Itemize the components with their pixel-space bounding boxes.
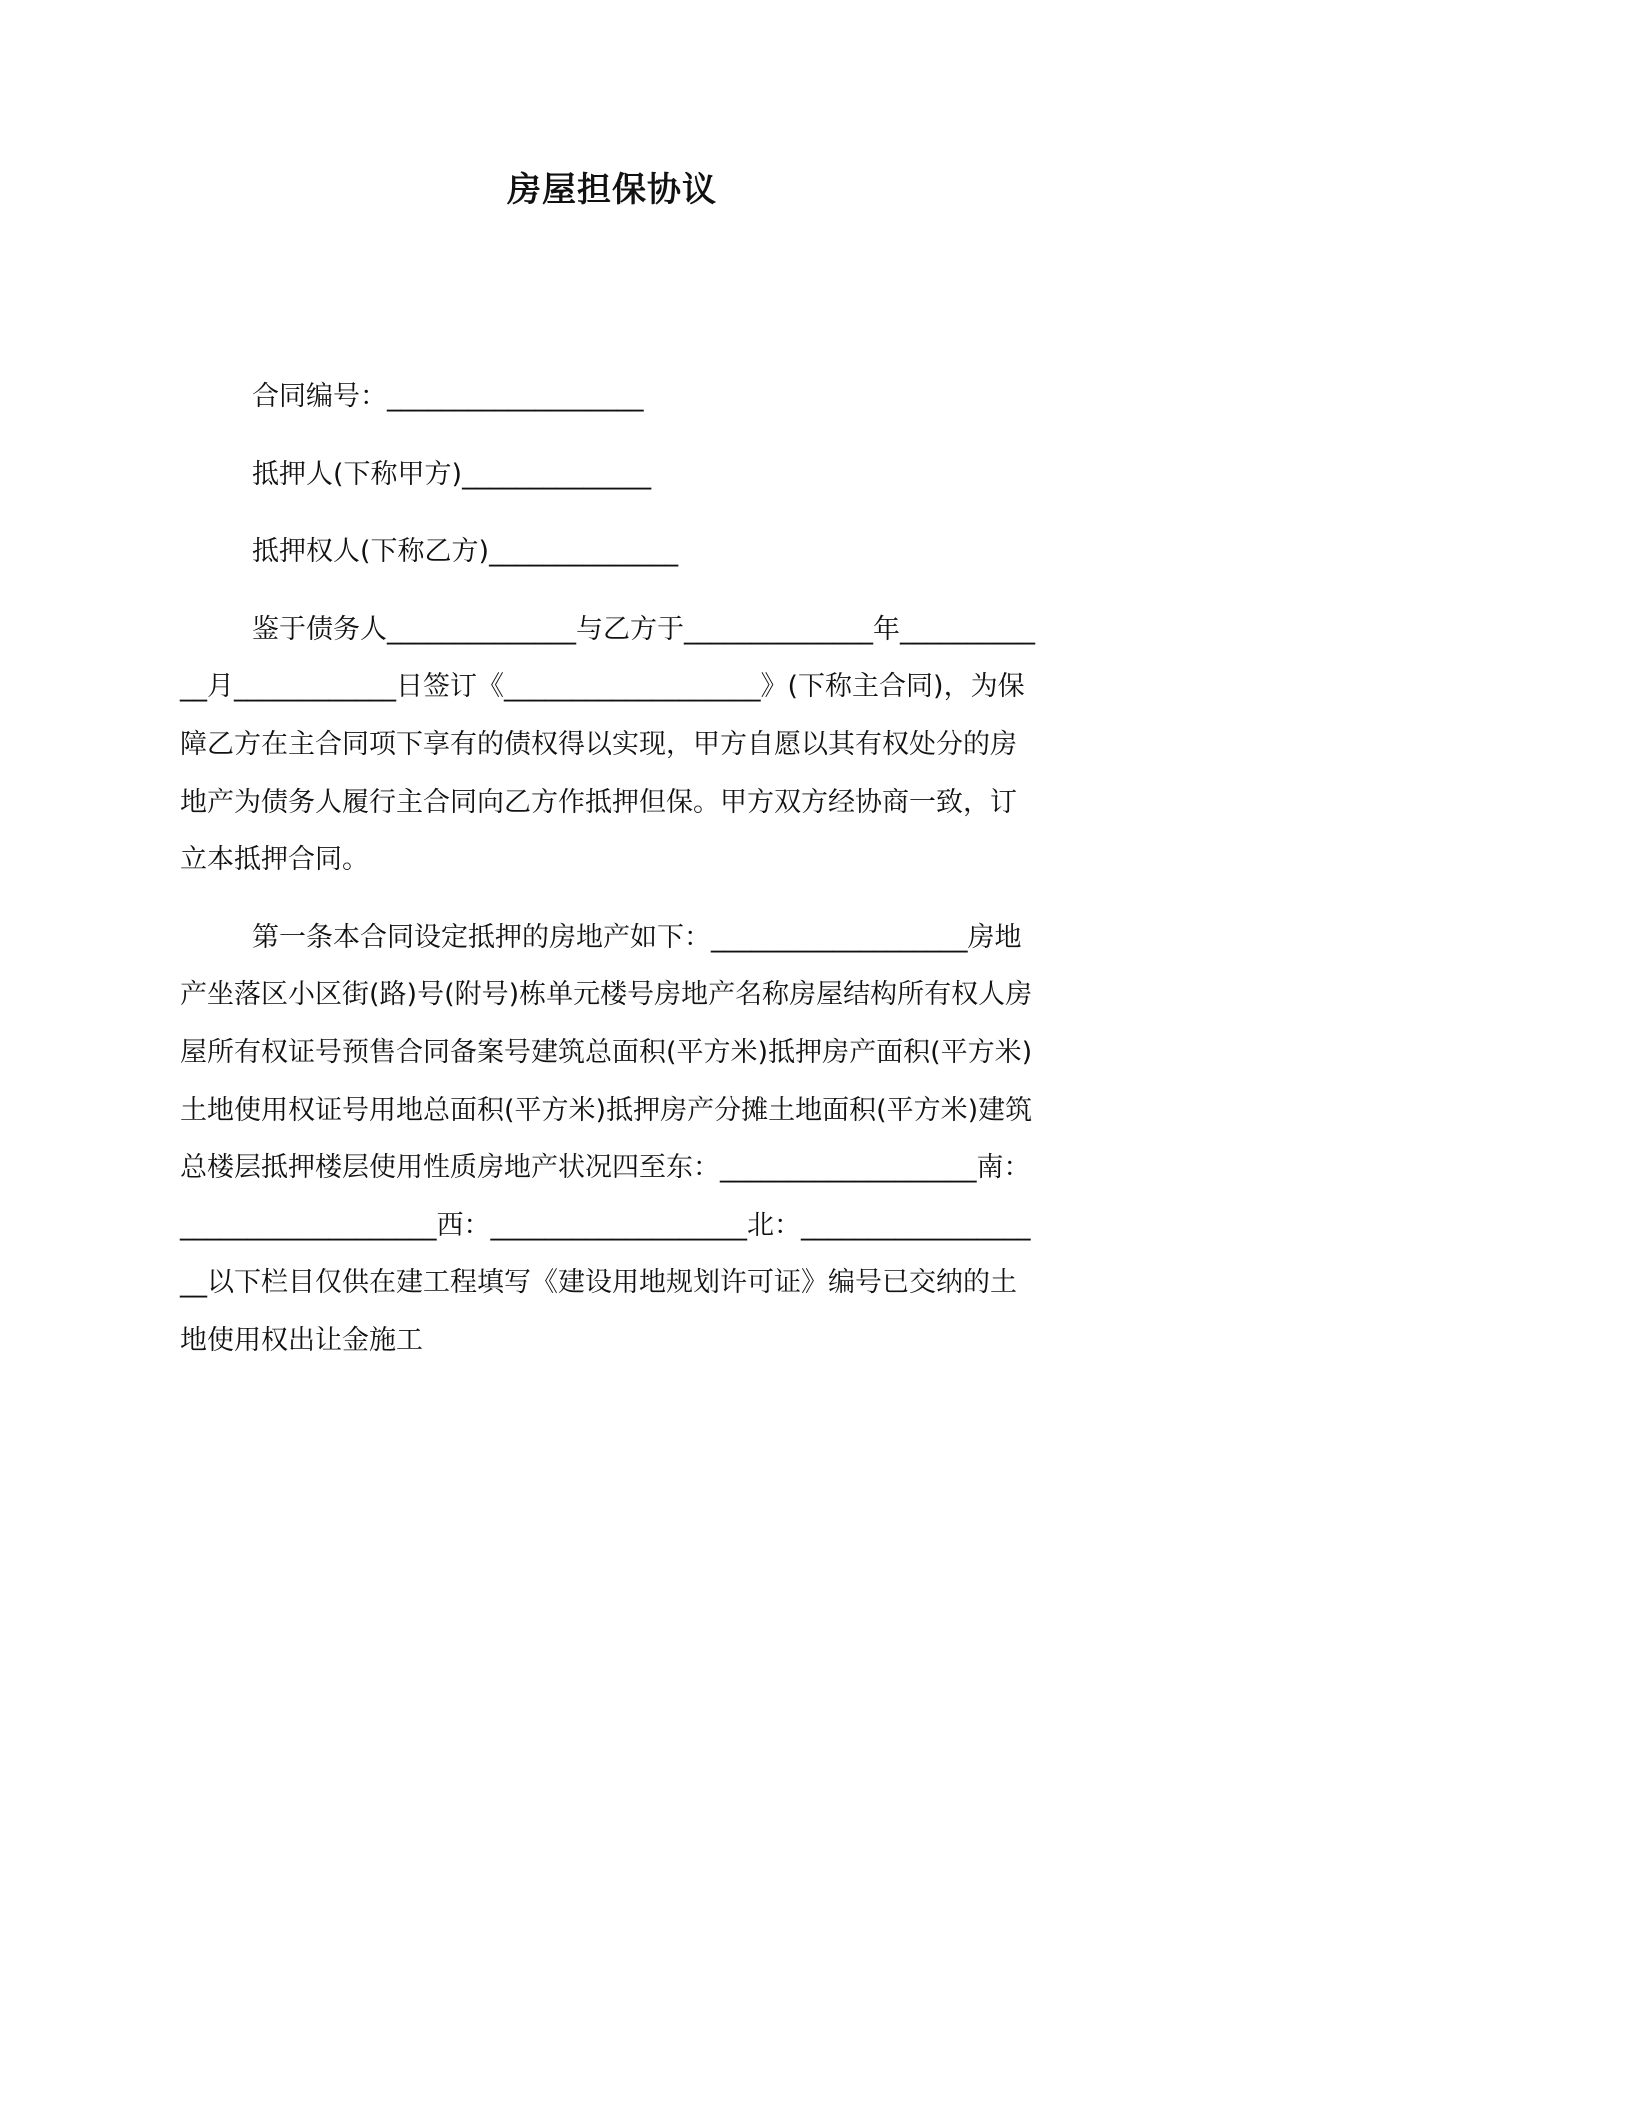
preamble-paragraph: 鉴于债务人______________与乙方于______________年____________月____________日签订《___________________》(下称主合同)，为保障乙方在主合同项下享有的债权得以实现，甲方自愿以其有权处分的房地产为债务人履行主合同向乙方作抵押但保。甲方双方经协商一致，订立本抵押合同。 bbox=[180, 613, 1035, 876]
article-one-paragraph: 第一条本合同设定抵押的房地产如下：___________________房地产坐落区小区街(路)号(附号)栋单元楼号房地产名称房屋结构所有权人房屋所有权证号预售合同备案号建筑总面积(平方米)抵押房产面积(平方米)土地使用权证号用地总面积(平方米)抵押房产分摊土地面积(平方米)建筑总楼层抵押楼层使用性质房地产状况四至东：___________________南：___________________西：___________________北：___________________以下栏目仅供在建工程填写《建设用地规划许可证》编号已交纳的土地使用权出让金施工 bbox=[180, 921, 1033, 1356]
mortgagee-line: 抵押权人(下称乙方)______________ bbox=[252, 536, 679, 568]
document-body bbox=[180, 368, 1035, 1390]
contract-number-line: 合同编号：___________________ bbox=[252, 381, 644, 412]
document-title: 房屋担保协议 bbox=[507, 170, 717, 210]
mortgagor-line: 抵押人(下称甲方)______________ bbox=[252, 458, 652, 490]
